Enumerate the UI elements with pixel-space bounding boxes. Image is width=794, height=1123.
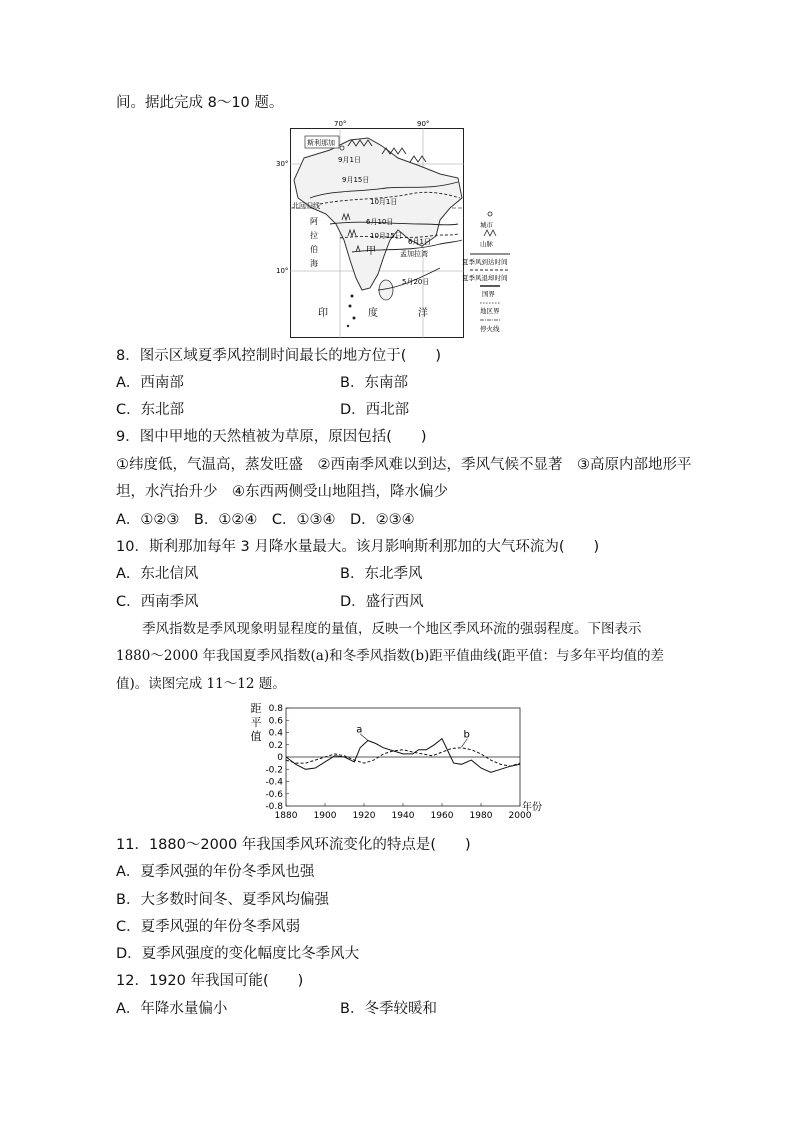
q9-options[interactable]: A．①②③ B．①②④ C．①③④ D．②③④ [116, 512, 415, 528]
q8-stem: 8．图示区域夏季风控制时间最长的地方位于( ) [116, 348, 442, 364]
chart-svg [248, 700, 548, 825]
plot-area [286, 708, 520, 806]
y-axis-label-char: 值 [250, 730, 262, 743]
island-dot [349, 305, 352, 308]
q8-option-a[interactable]: A．西南部 [116, 375, 184, 391]
q8-option-c[interactable]: C．东北部 [116, 402, 185, 418]
date-label-jun1: 6月1日 [408, 238, 431, 246]
x-tick-label: 1880 [274, 811, 298, 821]
monsoon-map [276, 120, 464, 338]
date-label-oct1: 10月1日 [370, 198, 398, 206]
y-axis-label-char: 距 [250, 702, 262, 715]
intro-line: 间。据此完成 8～10 题。 [116, 95, 284, 111]
x-tick-label: 1980 [469, 811, 493, 821]
y-tick-label: 0.8 [268, 704, 283, 714]
q10-option-c[interactable]: C．西南季风 [116, 594, 199, 610]
y-tick-label: -0.4 [265, 777, 283, 788]
lat-label-30: 30° [276, 160, 289, 168]
q8-option-d[interactable]: D．西北部 [340, 402, 410, 418]
arabian-sea-label-3: 伯 [310, 245, 318, 254]
island-dot [351, 295, 354, 298]
q10-stem: 10．斯利那加每年 3 月降水量最大。该月影响斯利那加的大气环流为( ) [116, 539, 600, 555]
y-tick-label: 0 [277, 753, 283, 763]
q10-option-a[interactable]: A．东北信风 [116, 566, 199, 582]
arabian-sea-label-1: 阿 [310, 217, 318, 226]
legend-mountain-icon [484, 230, 496, 236]
lat-label-10: 10° [276, 267, 289, 275]
q9-statement-line2: 坦，水汽抬升少 ④东西两侧受山地阻挡，降水偏少 [116, 484, 448, 500]
q9-statement-line1: ①纬度低，气温高，蒸发旺盛 ②西南季风难以到达，季风气候不显著 ③高原内部地形平 [116, 457, 692, 473]
map-legend [462, 210, 526, 340]
arabian-sea-label-4: 海 [310, 259, 318, 268]
x-tick-label: 1960 [430, 811, 454, 821]
q10-option-d[interactable]: D．盛行西风 [340, 594, 424, 610]
tropic-label: 北回归线 [292, 202, 320, 210]
legend-border: 国界 [482, 290, 495, 298]
q11-option-c[interactable]: C．夏季风强的年份冬季风弱 [116, 919, 301, 935]
q9-stem: 9．图中甲地的天然植被为草原，原因包括( ) [116, 429, 427, 445]
q12-stem: 12．1920 年我国可能( ) [116, 973, 304, 989]
legend-ceasefire: 停火线 [480, 325, 500, 333]
y-tick-label: -0.8 [265, 802, 283, 812]
y-axis-label-char: 平 [250, 716, 262, 729]
q11-option-b[interactable]: B．大多数时间冬、夏季风均偏强 [116, 892, 329, 908]
y-tick-label: 0.2 [268, 740, 283, 751]
date-label-sep15: 9月15日 [342, 176, 370, 184]
x-tick-label: 1940 [391, 811, 415, 821]
x-tick-label: 1920 [352, 811, 376, 821]
passage-line2: 1880～2000 年我国夏季风指数(a)和冬季风指数(b)距平值曲线(距平值：与多年平均值的差 [116, 648, 665, 664]
island-dot [353, 317, 356, 320]
legend-arrival: 夏季风到达时间 [462, 258, 508, 266]
date-label-sep1: 9月1日 [338, 156, 361, 164]
series-label-b: b [463, 729, 470, 741]
legend-city: 城市 [480, 221, 493, 229]
y-tick-label: 0.6 [268, 716, 283, 727]
q10-option-b[interactable]: B．东北季风 [340, 566, 423, 582]
bay-of-bengal-label: 孟加拉湾 [400, 250, 428, 258]
indian-ocean-label-3: 洋 [418, 308, 428, 319]
y-tick-label: -0.2 [265, 765, 283, 776]
city-name: 斯利那加 [307, 139, 335, 147]
x-tick-label: 1900 [313, 811, 337, 821]
lon-label-90: 90° [417, 120, 430, 128]
monsoon-index-chart [248, 700, 548, 825]
jia-label: 甲 [366, 246, 376, 257]
indian-ocean-label-1: 印 [318, 308, 328, 319]
arabian-sea-label-2: 拉 [310, 231, 318, 240]
legend-city-icon [488, 212, 492, 216]
x-tick-label: 2000 [508, 811, 532, 821]
srinagar-city-icon [340, 146, 344, 150]
q11-option-d[interactable]: D．夏季风强度的变化幅度比冬季风大 [116, 946, 360, 962]
date-label-oct15: 10月15日 [370, 232, 402, 240]
date-label-may20: 5月20日 [402, 278, 430, 286]
indian-ocean-label-2: 度 [368, 308, 378, 319]
lon-label-70: 70° [334, 120, 347, 128]
legend-region: 地区界 [480, 307, 500, 315]
y-tick-label: 0.4 [268, 728, 283, 739]
island-dot [347, 325, 349, 327]
y-axis-label-group [251, 702, 262, 743]
legend-svg [462, 210, 526, 340]
passage-line1: 季风指数是季风现象明显程度的量值，反映一个地区季风环流的强弱程度。下图表示 [142, 621, 642, 637]
legend-mountain: 山脉 [480, 240, 493, 248]
series-group [286, 725, 520, 773]
passage-line3: 值)。读图完成 11～12 题。 [116, 676, 286, 692]
y-tick-label: -0.6 [265, 789, 283, 800]
q8-option-b[interactable]: B．东南部 [340, 375, 408, 391]
y-tick-labels [265, 704, 289, 812]
series-label-a: a [356, 724, 363, 736]
legend-retreat: 夏季风退却时间 [462, 274, 508, 282]
series-line-a [286, 739, 520, 773]
x-axis-label: 年份 [522, 802, 542, 813]
map-svg [276, 120, 464, 338]
q11-option-a[interactable]: A．夏季风强的年份冬季风也强 [116, 864, 315, 880]
q12-option-a[interactable]: A．年降水量偏小 [116, 1001, 228, 1017]
date-label-jun10: 6月10日 [366, 218, 394, 226]
q12-option-b[interactable]: B．冬季较暖和 [340, 1001, 437, 1017]
q11-stem: 11．1880～2000 年我国季风环流变化的特点是( ) [116, 837, 471, 853]
